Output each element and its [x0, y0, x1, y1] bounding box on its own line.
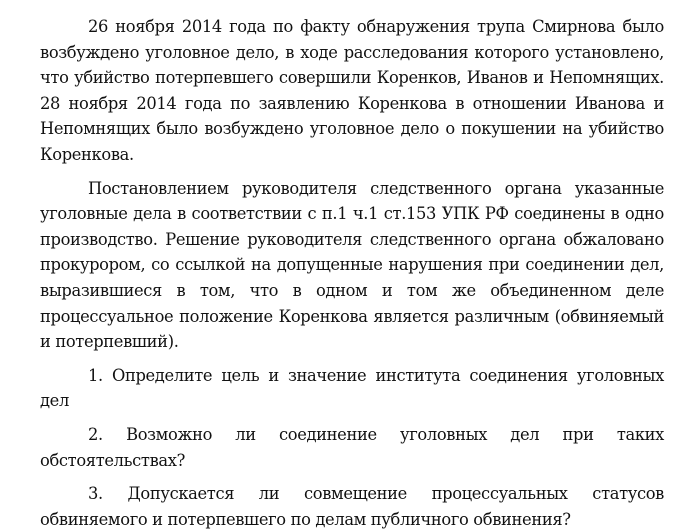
question-2: 2. Возможно ли соединение уголовных дел при таких обстоятельствах? [40, 424, 664, 470]
question-3: 3. Допускается ли совмещение процессуальных статусов обвиняемого и потерпевшего по делам публичного обвинения? [40, 484, 664, 529]
case-joinder-paragraph: Постановлением руководителя следственного органа указанные уголовные дела в соответствии с п.1 ч.1 ст.153 УПК РФ соединены в одно производство. Решение руководителя следственного органа обжаловано прокурором, со ссылкой на допущенные нарушения при соединении дел, выразившиеся в том, что в одном и том же объединенном деле процессуальное положение Коренкова является различным (обвиняемый и потерпевший). [40, 178, 664, 352]
case-facts-paragraph: 26 ноября 2014 года по факту обнаружения трупа Смирнова было возбуждено уголовное дело, в ходе расследования которого установлено, что убийство потерпевшего совершили Коренков, Иванов и Непомнящих. 28 ноября 2014 года по заявлению Коренкова в отношении Иванова и Непомнящих было возбуждено уголовное дело о покушении на убийство Коренкова. [40, 17, 664, 164]
document-body [40, 14, 664, 532]
question-1: 1. Определите цель и значение института соединения уголовных дел [40, 365, 664, 411]
